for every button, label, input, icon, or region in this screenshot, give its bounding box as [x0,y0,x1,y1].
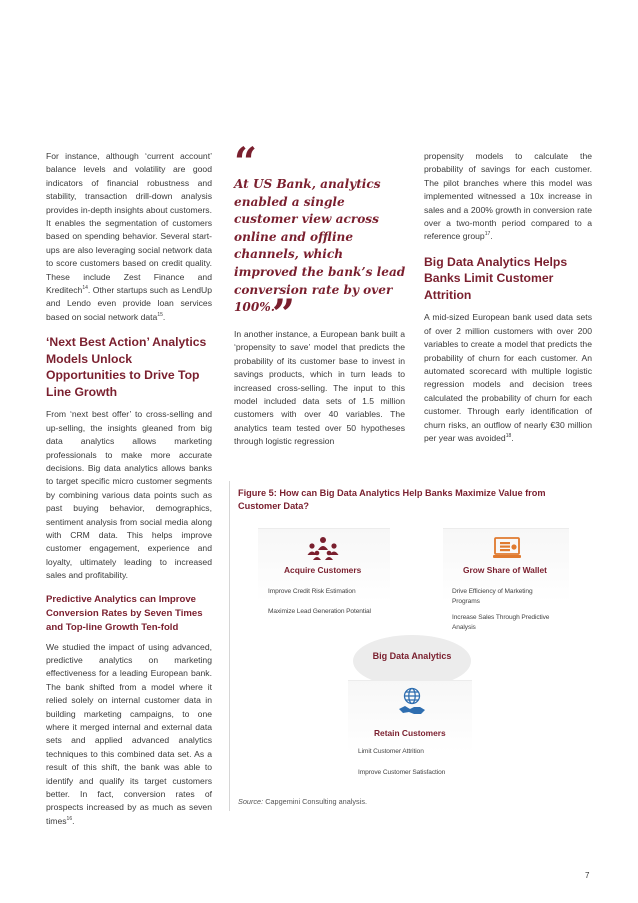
middle-column [234,328,405,459]
laptop-coins-icon [493,536,521,560]
close-quote-mark: ” [272,291,296,338]
quote-text: At US Bank, analytics enabled a single customer view across online and offline channels, which improved the bank’s lead conversion rate by over 100%. [234,177,406,315]
card-item: Improve Customer Satisfaction [358,769,446,776]
section-heading-next-best-action: ‘Next Best Action’ Analytics Models Unlock Opportunities to Drive Top Line Growth [46,335,207,399]
card-item: Limit Customer Attrition [358,748,424,755]
card-item: Increase Sales Through Predictive Analysis [452,614,550,631]
paragraph: For instance, although ‘current account’ balance levels and volatility are good indicators of financial robustness and stability, transaction drill-down analysis provides in-depth insights about customers. It enables the segmentation of customers based on spending behavior. Several start-ups are also leveraging social network data to score customers based on credit quality. These include Zest Finance and Kreditech$^{14}$. Other startups such as LendUp and Lendo even provide loan services based on social network data$^{15}$. [46,151,212,322]
source-prefix: Source: [238,797,264,806]
figure-source [238,797,367,806]
figure-title: Figure 5: How can Big Data Analytics Help Banks Maximize Value from Customer Data? [238,488,546,511]
paragraph: We studied the impact of using advanced, predictive analytics on marketing effectiveness for a leading European bank. The bank shifted from a model where it relied solely on internal customer data in building marketing campaigns, to one where it merged internal and external data sets and applied advanced analytics techniques to this combined data set. As a result of this shift, the bank was able to identify and qualify its target customers better. In fact, conversion rates of prospects increased by as much as seven times$^{16}$. [46,641,212,826]
people-network-icon [306,536,340,560]
figure-divider [229,481,230,811]
paragraph: A mid-sized European bank used data sets of over 2 million customers with over 200 variables to create a model that predicts the probability of churn for each customer. An automated scorecard with multiple logistic regression models and decision trees calculated the probability of churn for each customer. Through early identification of churn risks, an outflow of nearly €30 million per year was avoided$^{18}$. [424,312,592,443]
card-item: Drive Efficiency of Marketing Programs [452,588,533,605]
paragraph: In another instance, a European bank built a ‘propensity to save’ model that predicts the probability of its customer base to invest in savings products, which in turn leads to increased cross-selling. The input to this model included data sets of 1.5 million customers with over 40 variables. The analytics team tested over 50 hypotheses through logistic regression [234,329,405,447]
card-retain-customers [348,680,472,783]
page-number: 7 [585,871,590,880]
card-acquire-customers [258,528,390,634]
paragraph: From ‘next best offer’ to cross-selling and up-selling, the insights gleaned from big data analytics allows marketing professionals to make more accurate decisions. Big data analytics allows banks to target specific micro customer segments by combining various data points such as past buying behavior, demographics, sentiment analysis from social media along with CRM data. This helps improve customer engagement, experience and loyalty, ultimately leading to increased sales and profitability. [46,409,212,581]
card-item: Maximize Lead Generation Potential [268,608,371,615]
right-column [424,150,592,455]
left-column [46,150,212,838]
card-item: Improve Credit Risk Estimation [268,588,356,595]
section-heading-customer-attrition: Big Data Analytics Helps Banks Limit Customer Attrition [424,254,568,302]
globe-handshake-icon [398,687,426,717]
card-title: Retain Customers [374,728,446,738]
card-title: Grow Share of Wallet [463,565,547,575]
pull-quote [234,139,409,338]
subheading-predictive-analytics: Predictive Analytics can Improve Conversion Rates by Seven Times and Top-line Growth Ten-fold [46,593,203,633]
card-title: Acquire Customers [284,565,362,575]
source-text: Capgemini Consulting analysis. [265,797,367,806]
card-grow-share-of-wallet [443,528,569,634]
paragraph: propensity models to calculate the probability of savings for each customer. The pilot branches where this model was implemented witnessed a 10x increase in sales and a 200% growth in conversion rate over a two-month period compared to a reference group$^{17}$. [424,151,592,242]
center-label: Big Data Analytics [372,651,452,661]
open-quote-mark: “ [234,139,258,186]
